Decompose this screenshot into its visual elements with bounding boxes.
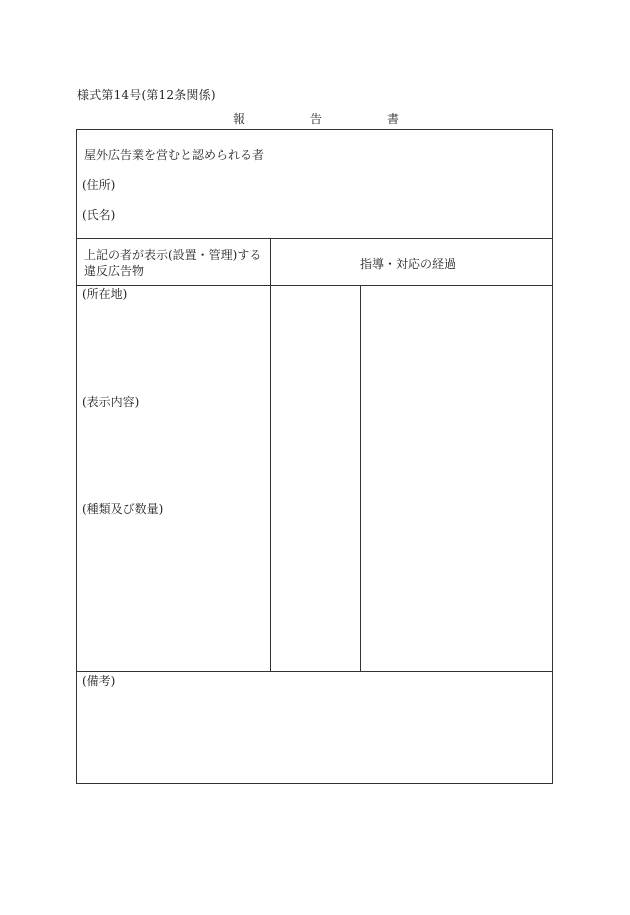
type-quantity-label: (種類及び数量) [82,502,164,516]
remarks-label: (備考) [82,674,116,688]
form-number: 様式第14号(第12条関係) [77,88,216,102]
name-label: (氏名) [82,208,116,222]
remarks-divider [77,671,552,672]
report-form-table [76,129,553,784]
document-title [0,110,630,126]
title-char-3: 書 [387,112,400,126]
applicant-divider [77,238,552,239]
applicant-heading: 屋外広告業を営むと認められる者 [84,148,265,162]
header-divider [77,285,552,286]
location-label: (所在地) [82,287,128,301]
title-char-1: 報 [233,112,246,126]
guidance-progress-header: 指導・対応の経過 [360,257,457,271]
column-divider-left [270,238,271,671]
address-label: (住所) [82,178,116,192]
title-char-2: 告 [310,112,323,126]
display-content-label: (表示内容) [82,395,140,409]
violating-ads-header: 上記の者が表示(設置・管理)する違反広告物 [84,248,262,278]
column-divider-right [360,285,361,671]
